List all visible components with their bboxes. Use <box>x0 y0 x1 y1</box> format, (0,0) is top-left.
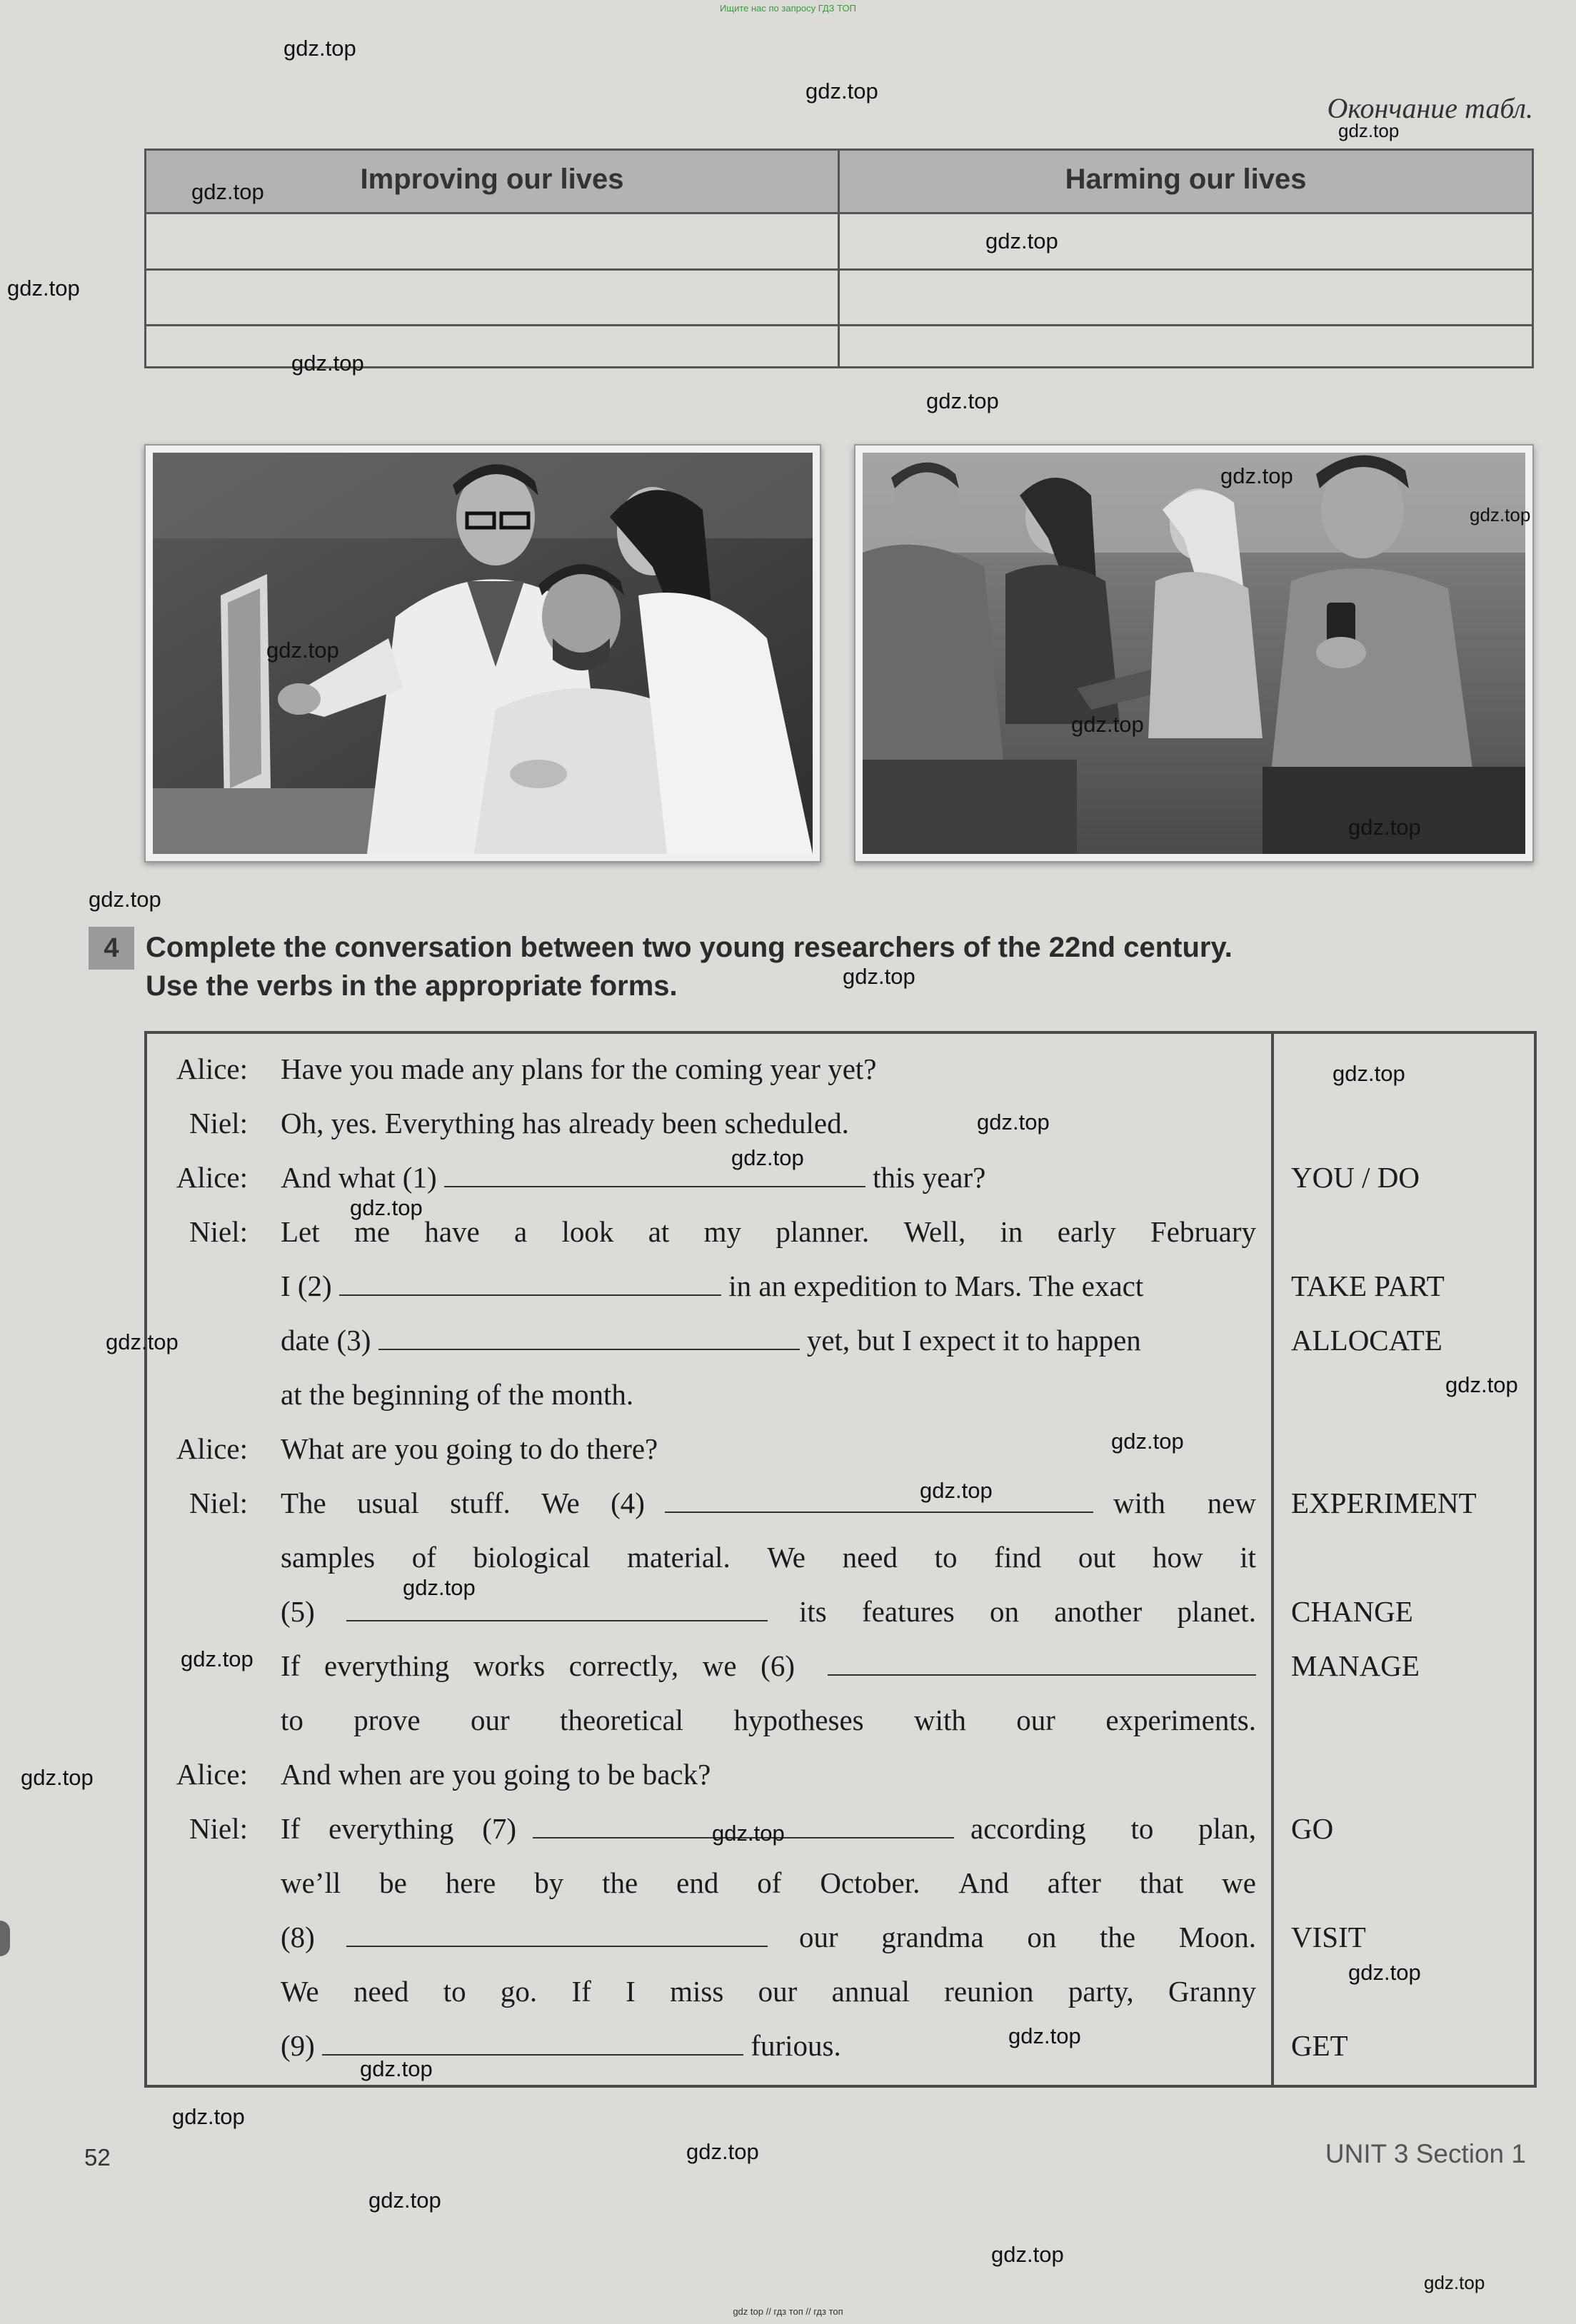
page-number: 52 <box>84 2144 111 2170</box>
dialogue-word: to <box>1130 1812 1154 1845</box>
dialogue-word: samples <box>281 1541 376 1574</box>
dialogue-word: (7) <box>482 1812 516 1845</box>
verb-prompt-9: GET <box>1291 2029 1348 2062</box>
dialogue-word: annual <box>831 1975 910 2008</box>
dialogue-line <box>281 1205 1256 1259</box>
dialogue-word: everything <box>328 1812 454 1845</box>
dialogue-line <box>281 1856 1256 1910</box>
dialogue-word: And <box>958 1866 1009 1899</box>
dialogue-text <box>281 1477 645 1530</box>
dialogue-word: usual <box>357 1487 419 1519</box>
dialogue-text: (5) <box>281 1595 315 1628</box>
answer-blank-9[interactable] <box>322 2033 743 2056</box>
watermark: gdz.top <box>1071 712 1144 737</box>
watermark: gdz.top <box>920 1478 993 1503</box>
watermark: gdz.top <box>805 79 878 104</box>
dialogue-word: our <box>471 1704 510 1736</box>
watermark: gdz.top <box>991 2242 1064 2267</box>
dialogue-word: If <box>571 1975 591 2008</box>
dialogue-word: out <box>1078 1541 1116 1574</box>
watermark: gdz.top <box>843 964 915 989</box>
dialogue-word: reunion <box>944 1975 1034 2008</box>
watermark: gdz.top <box>731 1145 804 1170</box>
watermark: gdz.top <box>1332 1061 1405 1086</box>
dialogue-word: on <box>990 1595 1020 1628</box>
photo-scientists <box>144 444 821 862</box>
watermark: gdz.top <box>403 1575 476 1600</box>
dialogue-word: to <box>281 1704 303 1736</box>
watermark: gdz.top <box>686 2139 759 2164</box>
watermark: gdz.top <box>1348 1960 1421 1985</box>
table-continuation-label: Окончание табл. <box>1327 92 1533 124</box>
dialogue-word: according <box>970 1812 1086 1845</box>
dialogue-word: that <box>1139 1866 1184 1899</box>
dialogue-text: (9) <box>281 2029 315 2062</box>
dialogue-word: biological <box>473 1541 591 1574</box>
dialogue-text: And what (1) <box>281 1161 437 1194</box>
watermark: gdz.top <box>266 638 339 663</box>
dialogue-word: stuff. <box>450 1487 511 1519</box>
watermark: gdz.top <box>926 388 999 413</box>
young-people-using-smartphones-illustration <box>863 453 1525 854</box>
section-label: Section 1 <box>1415 2139 1526 2168</box>
speaker-alice: Alice: <box>176 1432 248 1465</box>
verb-prompt-5: CHANGE <box>1291 1595 1413 1628</box>
unit-section-label <box>1325 2139 1526 2169</box>
table-cell-improving-1[interactable] <box>146 214 838 268</box>
watermark: gdz.top <box>977 1110 1050 1135</box>
exercise-number: 4 <box>89 927 134 970</box>
dialogue-word: October. <box>820 1866 920 1899</box>
dialogue-word: features <box>862 1595 955 1628</box>
dialogue-word: my <box>703 1215 742 1248</box>
dialogue-word: grandma <box>881 1921 984 1953</box>
dialogue-word: end <box>676 1866 719 1899</box>
dialogue-word: look <box>561 1215 614 1248</box>
watermark: gdz.top <box>1111 1429 1184 1454</box>
dialogue-word: here <box>445 1866 496 1899</box>
verb-prompt-3: ALLOCATE <box>1291 1324 1442 1357</box>
exercise-title-line-2: Use the verbs in the appropriate forms. <box>146 970 678 1002</box>
dialogue-word: We <box>767 1541 805 1574</box>
watermark: gdz.top <box>106 1329 179 1354</box>
dialogue-text: in an expedition to Mars. The exact <box>728 1269 1144 1302</box>
dialogue-line <box>281 1477 1256 1530</box>
watermark: gdz.top <box>368 2188 441 2213</box>
dialogue-word: We <box>281 1975 319 2008</box>
dialogue-word: our <box>1016 1704 1055 1736</box>
answer-blank-6[interactable] <box>828 1653 1256 1676</box>
answer-blank-3[interactable] <box>378 1327 800 1350</box>
dialogue-word: with <box>1113 1487 1165 1519</box>
dialogue-word: of <box>757 1866 782 1899</box>
table-cell-improving-2[interactable] <box>146 271 838 324</box>
verb-prompt-4: EXPERIMENT <box>1291 1487 1477 1519</box>
watermark: gdz.top <box>89 887 161 912</box>
dialogue-word: the <box>1100 1921 1136 1953</box>
dialogue-word: planner. <box>776 1215 870 1248</box>
dialogue-word: to <box>934 1541 958 1574</box>
dialogue-text: (8) <box>281 1921 315 1953</box>
dialogue-word: correctly, <box>568 1649 679 1682</box>
watermark: gdz.top <box>181 1646 254 1671</box>
dialogue-word: Granny <box>1168 1975 1256 2008</box>
dialogue-line: What are you going to do there? <box>281 1432 658 1465</box>
speaker-alice: Alice: <box>176 1052 248 1085</box>
dialogue-word: we <box>702 1649 737 1682</box>
dialogue-word: our <box>799 1921 838 1953</box>
dialogue-word: new <box>1207 1487 1256 1519</box>
dialogue-word: the <box>602 1866 638 1899</box>
verb-prompt-2: TAKE PART <box>1291 1269 1445 1302</box>
dialogue-word: it <box>1240 1541 1256 1574</box>
unit-label: UNIT 3 <box>1325 2139 1409 2168</box>
photo-young-people <box>854 444 1534 862</box>
watermark: gdz.top <box>1338 120 1400 141</box>
watermark: gdz.top <box>1008 2023 1081 2048</box>
watermark: gdz.top <box>1348 815 1421 840</box>
speaker-niel: Niel: <box>189 1812 248 1845</box>
dialogue-word: experiments. <box>1105 1704 1256 1736</box>
watermark: gdz.top <box>172 2104 245 2129</box>
dialogue-word: me <box>353 1215 391 1248</box>
answer-blank-5[interactable] <box>346 1599 768 1621</box>
dialogue-word: planet. <box>1177 1595 1256 1628</box>
dialogue-text: I (2) <box>281 1269 332 1302</box>
dialogue-text <box>970 1802 1256 1856</box>
column-improving: Improving our lives <box>360 164 624 195</box>
watermark: gdz.top <box>1220 463 1293 488</box>
dialogue-word: prove <box>353 1704 421 1736</box>
watermark: gdz.top <box>21 1765 94 1790</box>
dialogue-word: We <box>541 1487 580 1519</box>
dialogue-word: I <box>626 1975 636 2008</box>
dialogue-line <box>281 1911 1256 1964</box>
dialogue-word: in <box>1000 1215 1023 1248</box>
watermark: gdz.top <box>985 228 1058 253</box>
exercise-instructions <box>146 928 1233 1005</box>
bottom-note: gdz top // гдз топ // гдз топ <box>733 2306 843 2317</box>
dialogue-word: a <box>514 1215 528 1248</box>
dialogue-line: And when are you going to be back? <box>281 1758 711 1791</box>
dialogue-text <box>281 1802 516 1856</box>
watermark: gdz.top <box>291 351 364 376</box>
dialogue-line: Oh, yes. Everything has already been scheduled. <box>281 1107 849 1140</box>
verb-prompt-1: YOU / DO <box>1291 1161 1420 1194</box>
dialogue-word: February <box>1150 1215 1256 1248</box>
table-cell-improving-3[interactable] <box>146 326 838 366</box>
dialogue-word: our <box>758 1975 798 2008</box>
dialogue-word: (4) <box>611 1487 645 1519</box>
speaker-alice: Alice: <box>176 1161 248 1194</box>
dialogue-word: Let <box>281 1215 320 1248</box>
dialogue-word: how <box>1152 1541 1203 1574</box>
dialogue-word: with <box>914 1704 966 1736</box>
verb-prompt-8: VISIT <box>1291 1921 1366 1953</box>
watermark: gdz.top <box>1424 2272 1485 2293</box>
dialogue-word: If <box>281 1812 301 1845</box>
scientists-in-laboratory-illustration <box>153 453 813 854</box>
dialogue-word: miss <box>670 1975 724 2008</box>
watermark: gdz.top <box>7 276 80 301</box>
dialogue-line <box>281 1694 1256 1747</box>
dialogue-text: this year? <box>873 1161 986 1194</box>
table-cell-harming-2[interactable] <box>840 271 1532 324</box>
dialogue-word: at <box>648 1215 670 1248</box>
speaker-niel: Niel: <box>189 1215 248 1248</box>
speaker-niel: Niel: <box>189 1107 248 1140</box>
dialogue-word: on <box>1027 1921 1057 1953</box>
dialogue-word: party, <box>1068 1975 1134 2008</box>
dialogue-word: theoretical <box>560 1704 684 1736</box>
page-edge-mark <box>0 1921 10 1956</box>
dialogue-word: find <box>994 1541 1042 1574</box>
dialogue-text <box>281 1639 795 1693</box>
dialogue-word: by <box>534 1866 564 1899</box>
verbs-column-divider <box>1271 1031 1274 2088</box>
dialogue-word: we’ll <box>281 1866 341 1899</box>
dialogue-word: of <box>411 1541 436 1574</box>
watermark: gdz.top <box>712 1821 785 1846</box>
dialogue-word: material. <box>627 1541 731 1574</box>
dialogue-word: everything <box>323 1649 450 1682</box>
watermark: gdz.top <box>191 179 264 204</box>
table-cell-harming-3[interactable] <box>840 326 1532 366</box>
speaker-alice: Alice: <box>176 1758 248 1791</box>
verb-prompt-6: MANAGE <box>1291 1649 1420 1682</box>
dialogue-word: The <box>281 1487 326 1519</box>
watermark: gdz.top <box>283 36 356 61</box>
dialogue-line <box>281 1314 1256 1367</box>
dialogue-word: another <box>1054 1595 1143 1628</box>
dialogue-word: If <box>281 1649 301 1682</box>
dialogue-word: have <box>424 1215 480 1248</box>
watermark: gdz.top <box>350 1195 423 1220</box>
dialogue-text: yet, but I expect it to happen <box>806 1324 1141 1357</box>
dialogue-word: hypotheses <box>733 1704 864 1736</box>
verb-prompt-7: GO <box>1291 1812 1334 1845</box>
dialogue-word: be <box>379 1866 407 1899</box>
dialogue-word: Well, <box>903 1215 966 1248</box>
watermark: gdz.top <box>360 2056 433 2081</box>
dialogue-word: go. <box>500 1975 538 2008</box>
dialogue-line: Have you made any plans for the coming year yet? <box>281 1052 877 1085</box>
dialogue-line: at the beginning of the month. <box>281 1378 634 1411</box>
answer-blank-2[interactable] <box>339 1273 721 1296</box>
exercise-title-line-1: Complete the conversation between two young researchers of the 22nd century. <box>146 932 1233 963</box>
dialogue-word: (6) <box>761 1649 795 1682</box>
dialogue-line <box>281 1965 1256 2018</box>
improving-harming-table <box>144 149 1534 368</box>
answer-blank-8[interactable] <box>346 1924 768 1947</box>
dialogue-text: furious. <box>751 2029 841 2062</box>
dialogue-word: early <box>1057 1215 1116 1248</box>
dialogue-text <box>799 1585 1256 1639</box>
watermark: gdz.top <box>1445 1372 1518 1397</box>
column-harming: Harming our lives <box>1065 164 1307 195</box>
dialogue-word: Moon. <box>1178 1921 1256 1953</box>
dialogue-word: to <box>443 1975 466 2008</box>
answer-blank-4[interactable] <box>665 1490 1093 1513</box>
dialogue-text <box>1113 1477 1256 1530</box>
dialogue-word: we <box>1222 1866 1256 1899</box>
watermark: gdz.top <box>1470 504 1531 525</box>
dialogue-text <box>799 1911 1256 1964</box>
speaker-niel: Niel: <box>189 1487 248 1519</box>
table-cell-harming-1[interactable] <box>840 214 1532 268</box>
dialogue-line <box>281 1639 1256 1693</box>
top-note: Ищите нас по запросу ГДЗ ТОП <box>720 3 856 14</box>
dialogue-word: works <box>473 1649 546 1682</box>
dialogue-text: date (3) <box>281 1324 371 1357</box>
dialogue-line <box>281 1259 1256 1313</box>
dialogue-word: need <box>842 1541 898 1574</box>
dialogue-word: its <box>799 1595 827 1628</box>
dialogue-word: after <box>1047 1866 1101 1899</box>
dialogue-word: plan, <box>1198 1812 1256 1845</box>
dialogue-word: need <box>353 1975 409 2008</box>
